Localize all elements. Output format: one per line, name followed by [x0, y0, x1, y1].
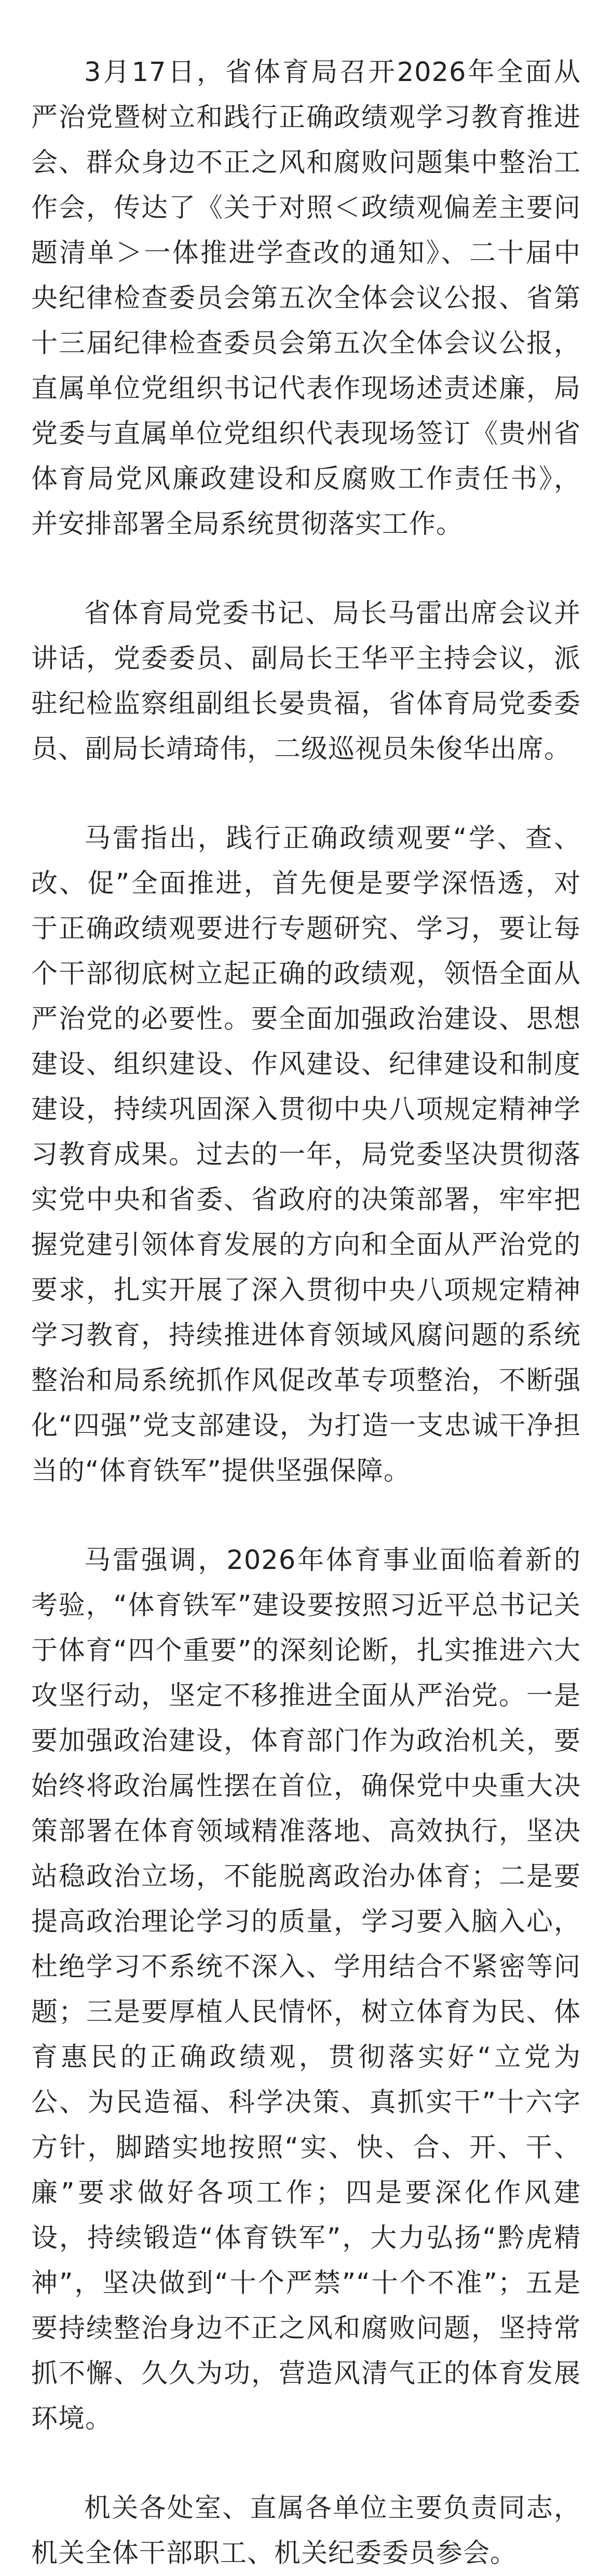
paragraph-ma-lei-remarks: 马雷指出，践行正确政绩观要“学、查、改、促”全面推进，首先便是要学深悟透，对于正确政绩观要进行专题研究、学习，要让每个干部彻底树立起正确的政绩观，领悟全面从严治党的必要性。要全面加强政治建设、思想建设、组织建设、作风建设、纪律建设和制度建设，持续巩固深入贯彻中央八项规定精神学习教育成果。过去的一年，局党委坚决贯彻落实党中央和省委、省政府的决策部署，牢牢把握党建引领体育发展的方向和全面从严治党的要求，扎实开展了深入贯彻中央八项规定精神学习教育，持续推进体育领域风腐问题的系统整治和局系统抓作风促改革专项整治，不断强化“四强”党支部建设，为打造一支忠诚干净担当的“体育铁军”提供坚强保障。	[31, 823, 581, 1486]
paragraph-attendees-leaders: 省体育局党委书记、局长马雷出席会议并讲话，党委委员、副局长王华平主持会议，派驻纪检监察组副组长晏贵福，省体育局党委委员、副局长靖琦伟，二级巡视员朱俊华出席。	[31, 598, 581, 764]
paragraph-ma-lei-emphasis: 马雷强调，2026年体育事业面临着新的考验，“体育铁军”建设要按照习近平总书记关于体育“四个重要”的深刻论断，扎实推进六大攻坚行动，坚定不移推进全面从严治党。一是要加强政治建设，体育部门作为政治机关，要始终将政治属性摆在首位，确保党中央重大决策部署在体育领域精准落地、高效执行，坚决站稳政治立场，不能脱离政治办体育；二是要提高政治理论学习的质量，学习要入脑入心，杜绝学习不系统不深入、学用结合不紧密等问题；三是要厚植人民情怀，树立体育为民、体育惠民的正确政绩观，贯彻落实好“立党为公、为民造福、科学决策、真抓实干”十六字方针，脚踏实地按照“实、快、合、开、干、廉”要求做好各项工作；四是要深化作风建设，持续锻造“体育铁军”，大力弘扬“黔虎精神”，坚决做到“十个严禁”“十个不准”；五是要持续整治身边不正之风和腐败问题，坚持常抓不懈、久久为功，营造风清气正的体育发展环境。	[31, 1545, 581, 2434]
paragraph-participants: 机关各处室、直属各单位主要负责同志，机关全体干部职工、机关纪委委员参会。	[31, 2493, 581, 2569]
paragraph-meeting-overview: 3月17日，省体育局召开2026年全面从严治党暨树立和践行正确政绩观学习教育推进会、群众身边不正之风和腐败问题集中整治工作会，传达了《关于对照＜政绩观偏差主要问题清单＞一体推进学查改的通知》、二十届中央纪律检查委员会第五次全体会议公报、省第十三届纪律检查委员会第五次全体会议公报，直属单位党组织书记代表作现场述责述廉，局党委与直属单位党组织代表现场签订《贵州省体育局党风廉政建设和反腐败工作责任书》，并安排部署全局系统贯彻落实工作。	[31, 57, 581, 540]
